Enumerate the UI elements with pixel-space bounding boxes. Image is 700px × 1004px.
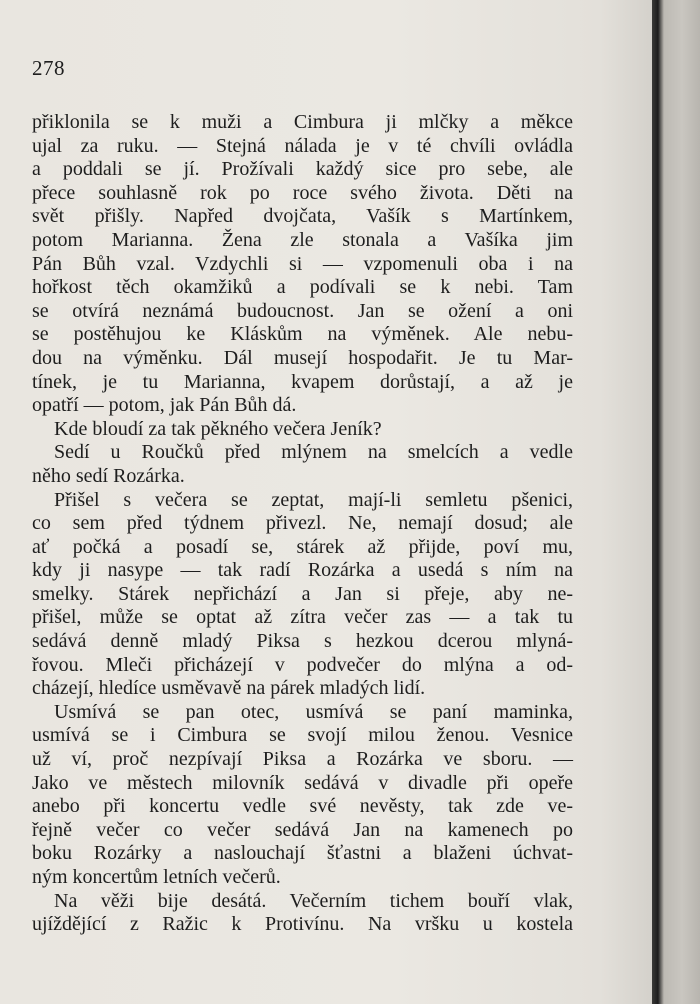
text-line: přece souhlasně rok po roce svého života. Děti na xyxy=(32,181,573,204)
text-line: kdy ji nasype — tak radí Rozárka a usedá s ním na xyxy=(32,559,573,582)
text-line: tínek, je tu Marianna, kvapem dorůstají, a až je xyxy=(32,370,573,393)
text-line: boku Rozárky a naslouchají šťastni a blaženi úchvat- xyxy=(32,842,573,865)
text-line: smelky. Stárek nepřichází a Jan si přeje, aby ne- xyxy=(32,582,573,605)
text-line: řovou. Mleči přicházejí v podvečer do mlýna a od- xyxy=(32,653,573,676)
text-line: něho sedí Rozárka. xyxy=(32,464,185,487)
text-line: Na věži bije desátá. Večerním tichem bouří vlak, xyxy=(54,889,573,912)
text-line: ujal za ruku. — Stejná nálada je v té chvíli ovládla xyxy=(32,134,573,157)
text-line: cházejí, hledíce usměvavě na párek mladých lidí. xyxy=(32,677,426,700)
text-line: dou na výměnku. Dál musejí hospodařit. Je tu Mar- xyxy=(32,346,573,369)
text-line: potom Marianna. Žena zle stonala a Vašíka jim xyxy=(32,228,573,251)
text-line: co sem před týdnem přivezl. Ne, nemají dosud; ale xyxy=(32,512,573,535)
text-body xyxy=(32,111,573,937)
text-line: řejně večer co večer sedává Jan na kamenech po xyxy=(32,818,573,841)
text-line: Přišel s večera se zeptat, mají-li semletu pšenici, xyxy=(54,488,573,511)
text-line: usmívá se i Cimbura se svojí milou ženou. Vesnice xyxy=(32,724,573,747)
book-gutter xyxy=(652,0,700,1004)
text-line: sedává denně mladý Piksa s hezkou dcerou mlyná- xyxy=(32,630,573,653)
text-line: Pán Bůh vzal. Vzdychli si — vzpomenuli oba i na xyxy=(32,252,573,275)
text-line: svět přišly. Napřed dvojčata, Vašík s Martínkem, xyxy=(32,205,573,228)
text-line: Kde bloudí za tak pěkného večera Jeník? xyxy=(54,417,382,440)
text-line: Usmívá se pan otec, usmívá se paní maminka, xyxy=(54,700,573,723)
page-number: 278 xyxy=(32,56,65,80)
text-line: a poddali se jí. Prožívali každý sice pro sebe, ale xyxy=(32,158,573,181)
text-line: hořkost těch okamžiků a podívali se k nebi. Tam xyxy=(32,276,573,299)
text-line: přišel, může se optat až zítra večer zas — a tak tu xyxy=(32,606,573,629)
text-line: se postěhujou ke Kláskům na výměnek. Ale nebu- xyxy=(32,323,573,346)
text-line: Sedí u Roučků před mlýnem na smelcích a vedle xyxy=(54,441,573,464)
text-line: přiklonila se k muži a Cimbura ji mlčky a měkce xyxy=(32,111,573,133)
text-line: opatří — potom, jak Pán Bůh dá. xyxy=(32,394,297,417)
text-line: ať počká a posadí se, stárek až přijde, poví mu, xyxy=(32,535,573,558)
text-line: ujíždějící z Ražic k Protivínu. Na vršku u kostela xyxy=(32,913,573,936)
text-line: anebo při koncertu vedle své nevěsty, tak zde ve- xyxy=(32,795,573,818)
text-line: už ví, proč nezpívají Piksa a Rozárka ve sboru. — xyxy=(32,748,573,771)
text-line: se otvírá neznámá budoucnost. Jan se ožení a oni xyxy=(32,299,573,322)
text-line: ným koncertům letních večerů. xyxy=(32,866,281,888)
text-line: Jako ve městech milovník sedává v divadle při opeře xyxy=(32,771,573,794)
